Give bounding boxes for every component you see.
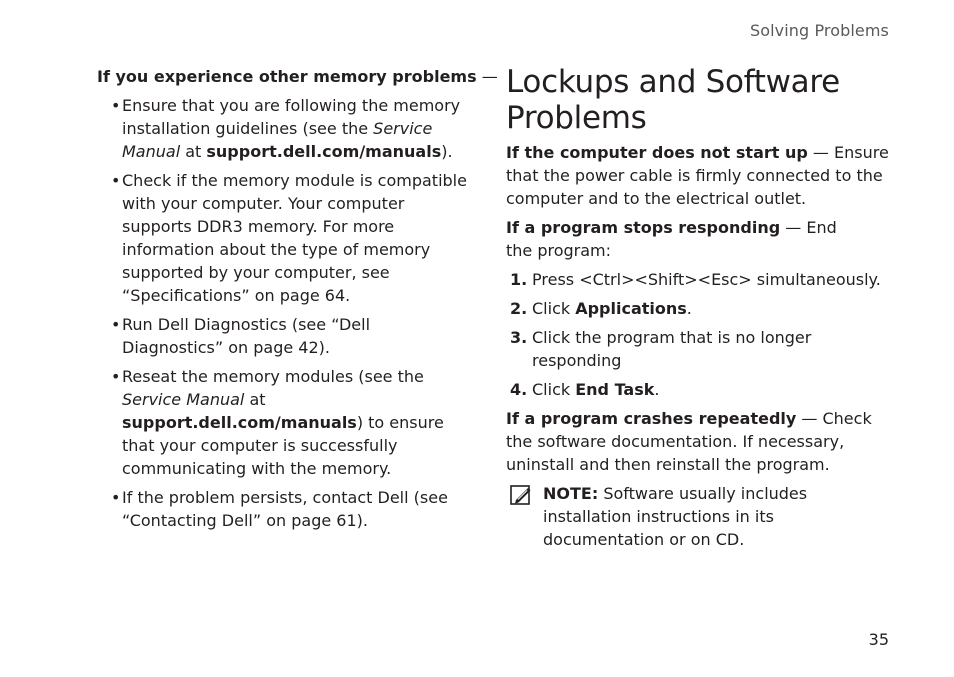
list-item: • Run Dell Diagnostics (see “Dell Diagnostics” on page 42). (111, 315, 371, 357)
bullet-icon: • (111, 488, 121, 507)
note-label: NOTE: (543, 484, 599, 503)
step-number: 1. (510, 270, 528, 289)
manuals-link-text: support.dell.com/manuals (206, 142, 442, 161)
list-item: • Reseat the memory modules (see the Service Manual at support.dell.com/manuals) to ensure that your computer is successfully communicating with the memory. (111, 367, 444, 478)
bullet-icon: • (111, 96, 121, 115)
memory-bullet-list (97, 94, 487, 532)
note-text: Software usually includes installation instructions in its documentation or on CD. (543, 484, 808, 549)
list-item: 3. Click the program that is no longer responding (510, 328, 812, 370)
page-number: 35 (868, 630, 889, 649)
manuals-link-text: support.dell.com/manuals (122, 413, 357, 432)
right-column (506, 64, 891, 551)
bullet-icon: • (111, 367, 121, 386)
left-column (97, 65, 498, 538)
step-number: 3. (510, 328, 528, 347)
step-number: 2. (510, 299, 528, 318)
list-item: • If the problem persists, contact Dell (see “Contacting Dell” on page 61). (111, 488, 448, 530)
no-start-paragraph: If the computer does not start up — Ensure that the power cable is firmly connected to the computer and to the electrical outlet. (506, 143, 889, 208)
running-head: Solving Problems (749, 21, 889, 40)
section-heading: Lockups and Software Problems (506, 64, 840, 136)
step-number: 4. (510, 380, 528, 399)
list-item: • Ensure that you are following the memory installation guidelines (see the Service Manual at support.dell.com/manuals). (111, 96, 461, 161)
lead-dash: — (476, 67, 498, 86)
list-item: 2. Click Applications. (510, 299, 692, 318)
bullet-icon: • (111, 171, 121, 190)
list-item: 4. Click End Task. (510, 380, 660, 399)
end-program-steps (506, 268, 891, 401)
crashes-paragraph: If a program crashes repeatedly — Check the software documentation. If necessary, uninstall and then reinstall the program. (506, 409, 872, 474)
memory-problems-title: If you experience other memory problems (97, 67, 477, 86)
note-box (506, 482, 891, 551)
list-item: • Check if the memory module is compatible with your computer. Your computer supports DDR3 memory. For more information about the type of memory supported by your computer, see “Specifications” on page 64. (111, 171, 467, 305)
bullet-icon: • (111, 315, 121, 334)
memory-problems-lead (97, 65, 498, 88)
stops-responding-paragraph: If a program stops responding — End the program: (506, 218, 837, 260)
list-item: 1. Press <Ctrl><Shift><Esc> simultaneously. (510, 270, 881, 289)
note-pencil-icon (510, 484, 532, 506)
